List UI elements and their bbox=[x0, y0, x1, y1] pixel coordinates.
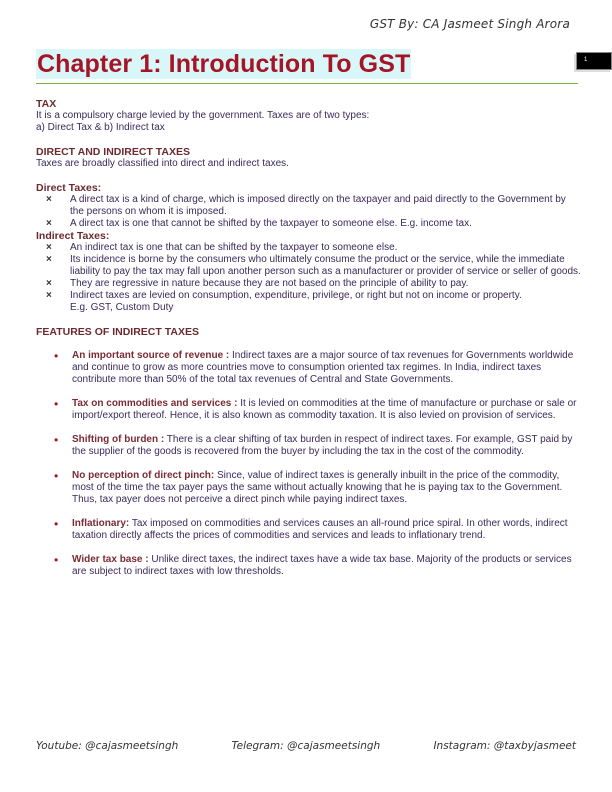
title-divider bbox=[36, 83, 578, 84]
indirect-taxes-list bbox=[36, 242, 581, 302]
list-item: × A direct tax is a kind of charge, which is imposed directly on the taxpayer and paid directly to the Government by the persons on whom it is imposed. bbox=[68, 194, 581, 218]
feature-text: Since, value of indirect taxes is generally inbuilt in the price of the commodity, most of the time the tax payer pays the same without actually knowing that he is paying tax to the Government. Thus, tax payer does not perceive a direct pinch while paying indirect taxes. bbox=[72, 470, 563, 505]
footer-instagram: Instagram: @taxbyjasmeet bbox=[433, 740, 576, 752]
feature-text: Indirect taxes are a major source of tax revenues for Governments worldwide and continue to grow as more countries move to consumption oriented tax regimes. In India, indirect taxes contribute more than 50% of the total tax revenues of Central and State Governments. bbox=[72, 350, 574, 385]
section-heading-direct-indirect: DIRECT AND INDIRECT TAXES bbox=[36, 146, 191, 158]
section-heading-features: FEATURES OF INDIRECT TAXES bbox=[36, 326, 199, 338]
feature-text: Tax imposed on commodities and services causes an all-round price spiral. In other words, indirect taxation directly affects the prices of commodities and services and leads to inflationary trend. bbox=[72, 518, 568, 541]
list-item: × They are regressive in nature because they are not based on the principle of ability to pay. bbox=[68, 278, 581, 290]
feature-text: There is a clear shifting of tax burden in respect of indirect taxes. For example, GST paid by the supplier of the goods is recovered from the buyer by including the tax in the cost of the commodity. bbox=[72, 434, 573, 457]
feature-text: Unlike direct taxes, the indirect taxes have a wide tax base. Majority of the products or services are subject to indirect taxes with low thresholds. bbox=[72, 554, 572, 577]
section-heading-tax: TAX bbox=[36, 98, 57, 110]
subheading-direct-taxes: Direct Taxes: bbox=[36, 182, 102, 194]
feature-lead: Inflationary: bbox=[72, 518, 130, 529]
direct-taxes-list bbox=[36, 194, 581, 230]
feature-item bbox=[72, 518, 581, 542]
document-body bbox=[36, 98, 581, 578]
footer-telegram: Telegram: @cajasmeetsingh bbox=[231, 740, 381, 752]
feature-lead: No perception of direct pinch: bbox=[72, 470, 215, 481]
feature-lead: An important source of revenue : bbox=[72, 350, 230, 361]
feature-lead: Tax on commodities and services : bbox=[72, 398, 238, 409]
feature-item bbox=[72, 554, 581, 578]
header-author: GST By: CA Jasmeet Singh Arora bbox=[369, 17, 570, 31]
footer-youtube: Youtube: @cajasmeetsingh bbox=[36, 740, 179, 752]
page-number-badge bbox=[576, 52, 612, 70]
feature-item bbox=[72, 470, 581, 506]
list-item: × An indirect tax is one that can be shifted by the taxpayer to someone else. bbox=[68, 242, 581, 254]
features-list bbox=[36, 350, 581, 578]
list-item: × Its incidence is borne by the consumers who ultimately consume the product or the service, while the immediate liability to pay the tax may fall upon another person such as a manufacturer or provider of service or seller of goods. bbox=[68, 254, 581, 278]
page-title: Chapter 1: Introduction To GST bbox=[37, 50, 411, 78]
tax-types: a) Direct Tax & b) Indirect tax bbox=[36, 122, 165, 133]
list-item: × Indirect taxes are levied on consumption, expenditure, privilege, or right but not on income or property. bbox=[68, 290, 581, 302]
feature-item bbox=[72, 350, 581, 386]
tax-definition: It is a compulsory charge levied by the government. Taxes are of two types: bbox=[36, 110, 370, 121]
direct-indirect-text: Taxes are broadly classified into direct and indirect taxes. bbox=[36, 158, 289, 169]
footer bbox=[36, 740, 576, 752]
list-item: × A direct tax is one that cannot be shifted by the taxpayer to someone else. E.g. income tax. bbox=[68, 218, 581, 230]
indirect-tax-example: E.g. GST, Custom Duty bbox=[70, 302, 174, 313]
feature-text: It is levied on commodities at the time of manufacture or purchase or sale or import/export thereof. Hence, it is also known as commodity taxation. It is also levied on provision of services. bbox=[72, 398, 577, 421]
feature-item bbox=[72, 434, 581, 458]
feature-lead: Shifting of burden : bbox=[72, 434, 165, 445]
feature-lead: Wider tax base : bbox=[72, 554, 149, 565]
page-number: 1 bbox=[584, 57, 588, 63]
subheading-indirect-taxes: Indirect Taxes: bbox=[36, 230, 110, 242]
feature-item bbox=[72, 398, 581, 422]
